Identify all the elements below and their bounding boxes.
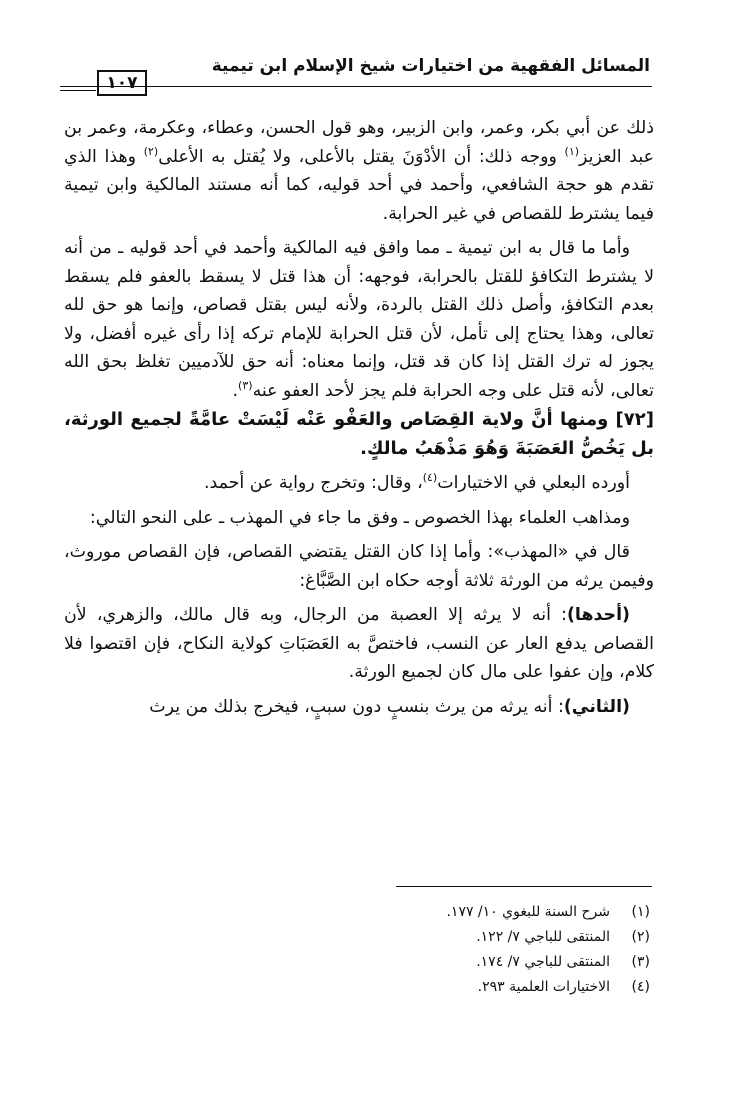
paragraph-4: ومذاهب العلماء بهذا الخصوص ـ وفق ما جاء في المهذب ـ على النحو التالي: xyxy=(89,507,630,528)
page-number: ١٠٧ xyxy=(97,70,147,96)
paragraph-2-text: وأما ما قال به ابن تيمية ـ مما وافق فيه المالكية وأحمد في أحد قوليه ـ من أنه لا يشترط التكافؤ للقتل بالحرابة، فوجهه: أن هذا قتل لا يسقط بالعفو فلم يسقط بعدم التكافؤ، وأصل ذلك القتل بالردة، ولأنه ليس بقتل قصاص، وإنما هو حق لله تعالى، وهذا يحتاج إلى تأمل، لأن قتل الحرابة للإمام تركه إذا رأى غيره أفضل، ولا يجوز له ترك القتل إذا كان قد قتل، وإنما معناه: أنه حق للآدميين تغلظ بحق الله تعالى، لأنه قتل على وجه الحرابة فلم يجز لأحد العفو عنه xyxy=(64,238,654,401)
paragraph-7-label: (الثاني) xyxy=(563,696,630,717)
footnote-ref-4: (٤) xyxy=(422,471,438,485)
footnote-text: شرح السنة للبغوي ١٠/ ١٧٧. xyxy=(446,904,610,920)
footnote-ref-3: (٣) xyxy=(238,378,253,392)
footnote-ref-1: (١) xyxy=(564,144,580,158)
footnote-text: الاختيارات العلمية ٢٩٣. xyxy=(477,979,610,995)
footnote-item xyxy=(250,900,650,925)
paragraph-1-text: ذلك عن أبي بكر، وعمر، وابن الزبير، وهو قول الحسن، وعطاء، وعكرمة، وعمر بن عبد العزيز xyxy=(64,118,654,167)
footnote-text: المنتقى للباجي ٧/ ١٧٤. xyxy=(476,954,610,970)
footnote-item xyxy=(250,925,650,950)
paragraph-3 xyxy=(64,469,654,498)
paragraph-6-label: (أحدها) xyxy=(566,605,630,625)
paragraph-5: قال في «المهذب»: وأما إذا كان القتل يقتضي القصاص، فإن القصاص موروث، وفيمن يرثه من الورثة ثلاثة أوجه حكاه ابن الصَّبَّاغ: xyxy=(64,542,654,591)
footnotes xyxy=(250,900,650,1000)
footnote-text: المنتقى للباجي ٧/ ١٢٢. xyxy=(476,929,610,945)
paragraph-7-text: : أنه يرثه من يرث بنسبٍ دون سببٍ، فيخرج بذلك من يرث xyxy=(149,696,564,717)
paragraph-6-text: : أنه لا يرثه إلا العصبة من الرجال، وبه قال مالك، والزهري، لأن القصاص يدفع العار عن النسب، فاختصَّ به العَصَبَاتِ كولاية النكاح، فإن اقتصوا فلا كلام، وإن عفوا على مال كان لجميع الورثة. xyxy=(64,605,654,682)
paragraph-1 xyxy=(64,114,654,228)
paragraph-3-text-b: ، وقال: وتخرج رواية عن أحمد. xyxy=(203,473,423,493)
main-text xyxy=(64,114,654,721)
paragraph-2 xyxy=(64,234,654,405)
footnote-number: (٤) xyxy=(631,979,650,995)
paragraph-3-text: أورده البعلي في الاختيارات xyxy=(437,473,630,493)
paragraph-2-end: . xyxy=(232,380,239,401)
paragraph-1-text-c: وهذا الذي تقدم هو حجة الشافعي، وأحمد في أحد قوليه، كما أنه مستند المالكية وابن تيمية فيما يشترط للقصاص في غير الحرابة. xyxy=(64,146,654,224)
header-rule xyxy=(60,86,652,87)
issue-heading-72: [٧٢] ومنها أنَّ ولاية القِصَاص والعَفْو عَنْه لَيْسَتْ عامَّةً لجميع الورثة، بل يَخُصُّ العَصَبَةَ وَهُوَ مَذْهَبُ مالكٍ. xyxy=(64,409,654,459)
running-header-title: المسائل الفقهية من اختيارات شيخ الإسلام ابن تيمية xyxy=(211,56,650,76)
footnote-number: (١) xyxy=(631,904,650,920)
footnote-ref-2: (٢) xyxy=(143,144,159,158)
footnote-number: (٣) xyxy=(631,954,650,970)
paragraph-1-text-b: ووجه ذلك: أن الأدْوَنَ يقتل بالأعلى، ولا يُقتل به الأعلى xyxy=(158,146,565,167)
footnote-item xyxy=(250,950,650,975)
footnote-item xyxy=(250,975,650,1000)
footnote-separator xyxy=(396,886,652,887)
footnote-number: (٢) xyxy=(631,929,650,945)
paragraph-7 xyxy=(64,693,654,722)
paragraph-6 xyxy=(64,601,654,687)
header-rule-double xyxy=(60,90,96,91)
